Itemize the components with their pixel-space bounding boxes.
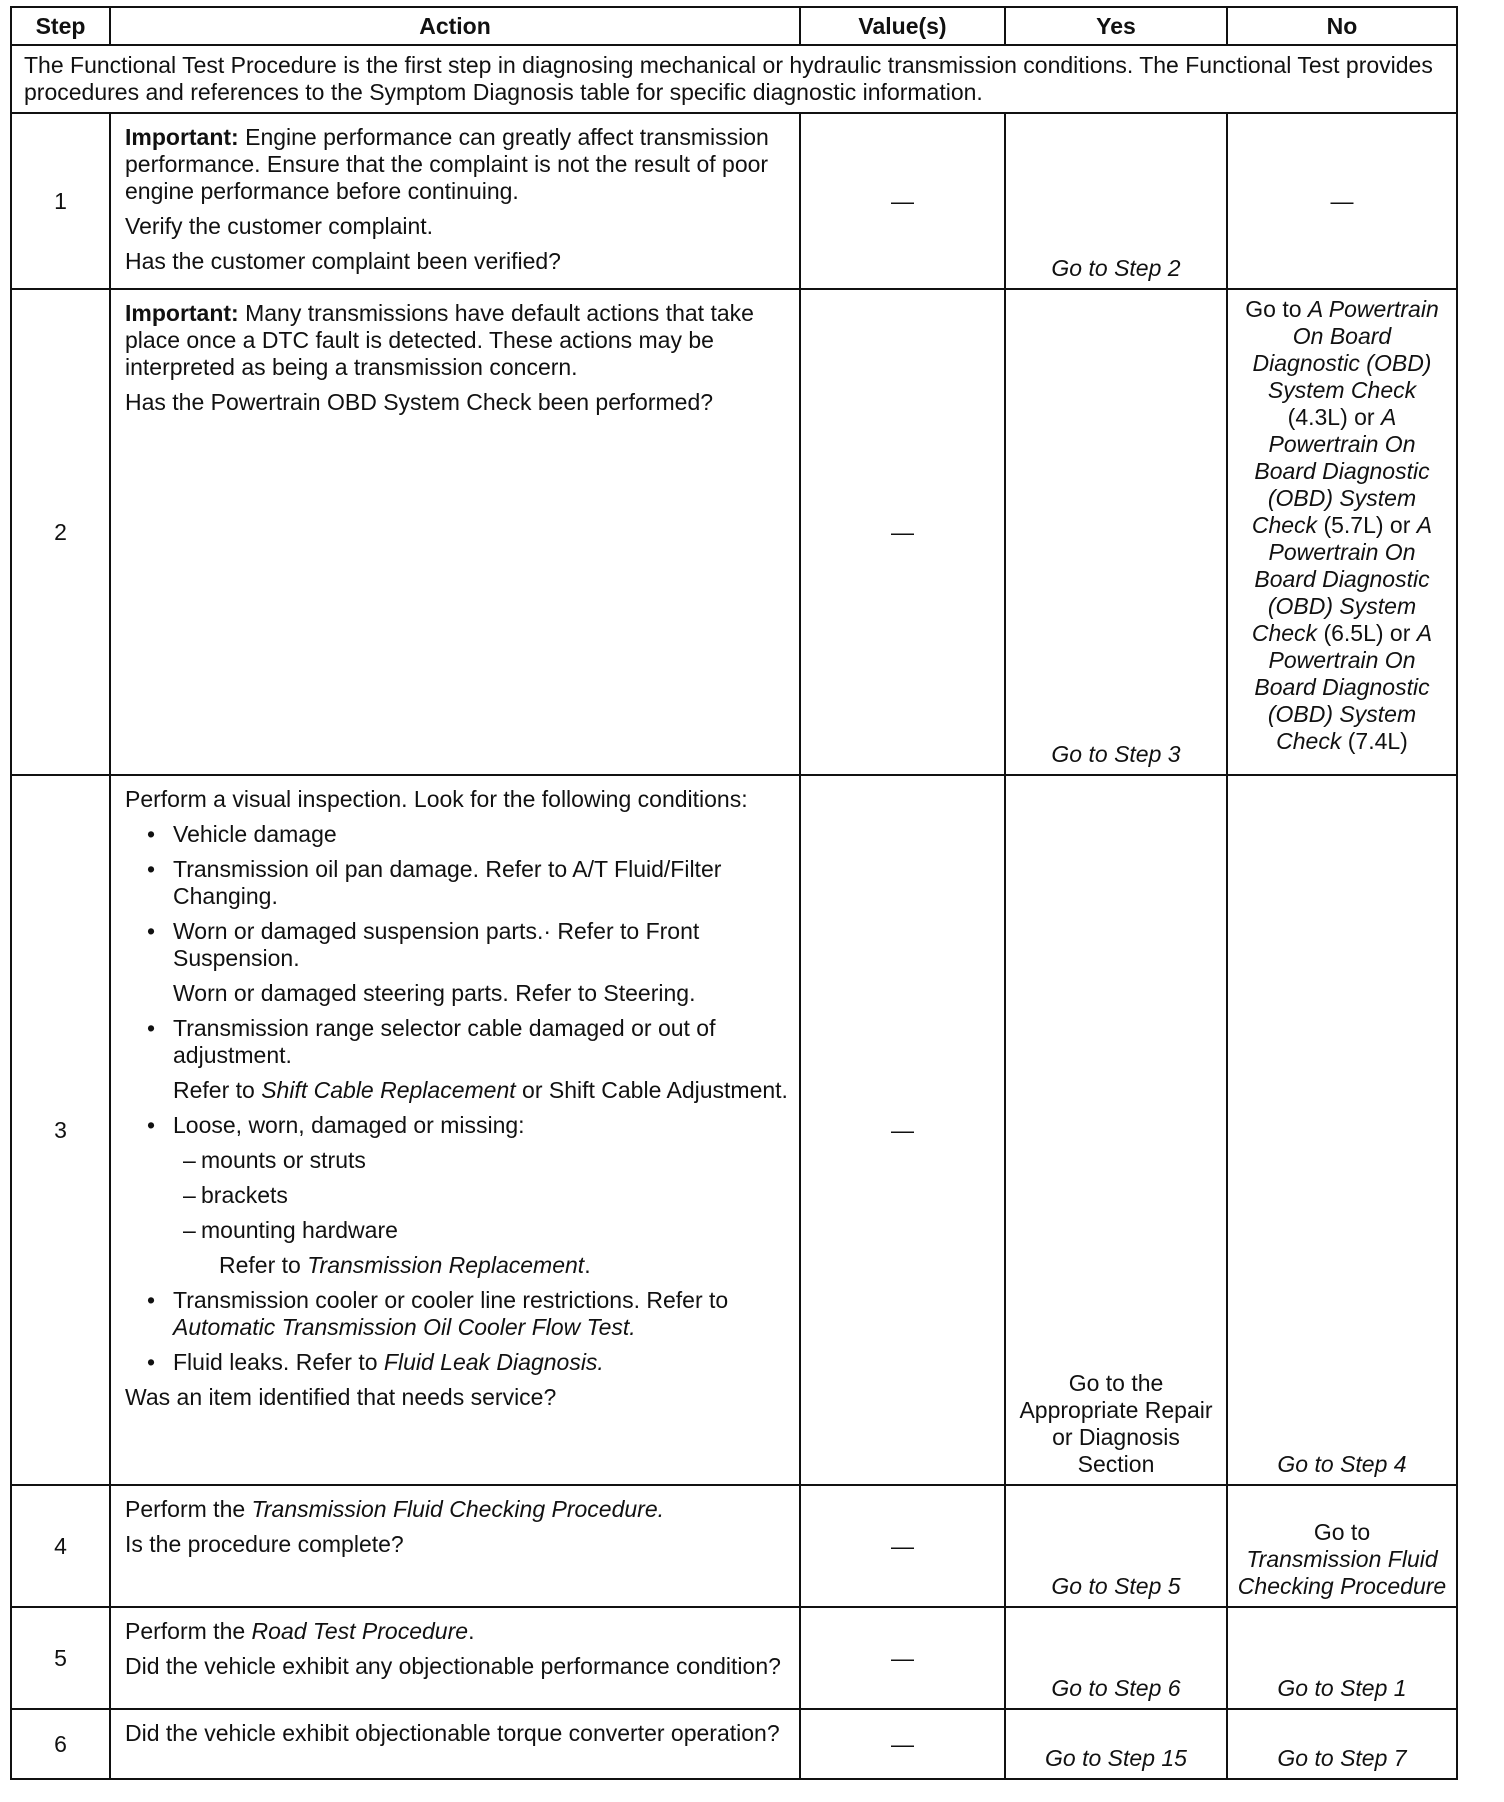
step-number: 4 <box>11 1485 110 1607</box>
list-item-text: Transmission range selector cable damaged or out of adjustment. <box>173 1015 716 1068</box>
ref-suffix: . <box>584 1252 591 1278</box>
table-row-step-2 <box>11 289 1457 775</box>
yes-goto: Go to Step 3 <box>1005 289 1227 775</box>
no-goto-prefix: Go to <box>1245 296 1308 322</box>
step-number: 2 <box>11 289 110 775</box>
sub-list-text: mounts or struts <box>201 1147 366 1173</box>
step-value: — <box>800 289 1005 775</box>
list-item <box>125 1112 789 1139</box>
header-action: Action <box>110 7 800 45</box>
step-action <box>110 1485 800 1607</box>
bullet-icon: • <box>147 1349 156 1375</box>
shift-cable-replacement-link[interactable]: Shift Cable Replacement <box>261 1077 516 1103</box>
step-action <box>110 775 800 1485</box>
transmission-replacement-link[interactable]: Transmission Replacement <box>307 1252 585 1278</box>
no-goto: Go to Step 1 <box>1227 1607 1457 1709</box>
important-note <box>125 124 789 205</box>
step-value: — <box>800 1709 1005 1779</box>
yes-goto: Go to Step 2 <box>1005 113 1227 289</box>
yes-goto: Go to Step 5 <box>1005 1485 1227 1607</box>
no-goto: Go to Step 7 <box>1227 1709 1457 1779</box>
no-goto-prefix: Go to <box>1313 1519 1371 1545</box>
step-number: 1 <box>11 113 110 289</box>
sub-list-item <box>125 1182 789 1209</box>
step-value: — <box>800 1485 1005 1607</box>
obd-check-link[interactable]: A Powertrain On Board Diagnostic (OBD) System Check <box>1254 620 1433 754</box>
intro-row <box>11 45 1457 113</box>
obd-engine-65: (6.5L) or <box>1317 620 1417 646</box>
step-value: — <box>800 775 1005 1485</box>
header-step: Step <box>11 7 110 45</box>
action-suffix: . <box>468 1618 475 1644</box>
list-item <box>125 918 789 972</box>
sub-list-text: mounting hardware <box>201 1217 398 1243</box>
no-goto <box>1227 289 1457 775</box>
table-row-step-1 <box>11 113 1457 289</box>
action-line <box>125 1496 789 1523</box>
action-prefix: Perform the <box>125 1618 252 1644</box>
header-yes: Yes <box>1005 7 1227 45</box>
table-row-step-4 <box>11 1485 1457 1607</box>
ref-prefix: Refer to <box>219 1252 308 1278</box>
action-question: Has the Powertrain OBD System Check been performed? <box>125 389 714 415</box>
obd-check-link[interactable]: A Powertrain On Board Diagnostic (OBD) System Check <box>1251 512 1433 646</box>
table-row-step-6 <box>11 1709 1457 1779</box>
yes-goto: Go to Step 15 <box>1005 1709 1227 1779</box>
action-question: Did the vehicle exhibit objectionable torque converter operation? <box>125 1720 780 1746</box>
header-no: No <box>1227 7 1457 45</box>
ref-suffix: or Shift Cable Adjustment. <box>515 1077 788 1103</box>
list-item <box>125 1015 789 1069</box>
road-test-procedure-link[interactable]: Road Test Procedure <box>251 1618 469 1644</box>
action-line <box>125 1618 789 1645</box>
obd-check-link[interactable]: A Powertrain On Board Diagnostic (OBD) System Check <box>1251 404 1430 538</box>
list-item <box>125 821 789 848</box>
step-value: — <box>800 1607 1005 1709</box>
list-item-text: Worn or damaged suspension parts.· Refer to Front Suspension. <box>173 918 700 971</box>
sub-list-text: brackets <box>201 1182 288 1208</box>
table-row-step-5 <box>11 1607 1457 1709</box>
step-value: — <box>800 113 1005 289</box>
bullet-icon: • <box>147 918 156 944</box>
ref-prefix: Refer to <box>173 1077 262 1103</box>
list-item <box>125 1349 789 1376</box>
obd-engine-74: (7.4L) <box>1341 728 1408 754</box>
action-question: Has the customer complaint been verified? <box>125 248 561 274</box>
step-action <box>110 289 800 775</box>
dash-icon: – <box>183 1217 196 1243</box>
sub-list-item <box>125 1147 789 1174</box>
dash-icon: – <box>183 1147 196 1173</box>
no-goto: — <box>1227 113 1457 289</box>
list-item-continuation <box>125 1077 789 1104</box>
sub-list-item <box>125 1217 789 1244</box>
bullet-icon: • <box>147 856 156 882</box>
list-item <box>125 1287 789 1341</box>
list-item-text: Transmission cooler or cooler line restrictions. Refer to <box>173 1287 729 1313</box>
functional-test-table <box>10 6 1458 1780</box>
list-item-text: Fluid leaks. Refer to <box>173 1349 384 1375</box>
no-goto: Go to Step 4 <box>1227 775 1457 1485</box>
fluid-leak-diagnosis-link[interactable]: Fluid Leak Diagnosis. <box>383 1349 604 1375</box>
list-item <box>125 856 789 910</box>
action-question: Was an item identified that needs service? <box>125 1384 557 1410</box>
step-action <box>110 113 800 289</box>
list-item-text: Transmission oil pan damage. Refer to A/T Fluid/Filter Changing. <box>173 856 722 909</box>
step-action <box>110 1709 800 1779</box>
action-question: Is the procedure complete? <box>125 1531 404 1557</box>
bullet-icon: • <box>147 821 156 847</box>
important-text: Many transmissions have default actions that take place once a DTC fault is detected. These actions may be interpreted as being a transmission concern. <box>125 300 754 380</box>
important-label: Important: <box>125 300 239 326</box>
fluid-checking-procedure-link[interactable]: Transmission Fluid Checking Procedure. <box>251 1496 665 1522</box>
bullet-icon: • <box>147 1015 156 1041</box>
no-goto <box>1227 1485 1457 1607</box>
yes-goto: Go to Step 6 <box>1005 1607 1227 1709</box>
header-values: Value(s) <box>800 7 1005 45</box>
list-item-text: Vehicle damage <box>173 821 337 847</box>
obd-engine-57: (5.7L) or <box>1317 512 1417 538</box>
cooler-flow-test-link[interactable]: Automatic Transmission Oil Cooler Flow Test. <box>173 1314 636 1340</box>
step-number: 5 <box>11 1607 110 1709</box>
important-label: Important: <box>125 124 239 150</box>
intro-text: The Functional Test Procedure is the first step in diagnosing mechanical or hydraulic transmission conditions. The Functional Test provides procedures and references to the Symptom Diagnosis table for specific diagnostic information. <box>11 45 1457 113</box>
step-number: 6 <box>11 1709 110 1779</box>
action-line: Perform a visual inspection. Look for the following conditions: <box>125 786 748 812</box>
bullet-icon: • <box>147 1287 156 1313</box>
obd-check-link[interactable]: A Powertrain On Board Diagnostic (OBD) System Check <box>1252 296 1439 403</box>
bullet-icon: • <box>147 1112 156 1138</box>
header-row <box>11 7 1457 45</box>
yes-goto: Go to the Appropriate Repair or Diagnosis Section <box>1005 775 1227 1485</box>
step-action <box>110 1607 800 1709</box>
action-line: Verify the customer complaint. <box>125 213 434 239</box>
dash-icon: – <box>183 1182 196 1208</box>
important-text: Engine performance can greatly affect transmission performance. Ensure that the complaint is not the result of poor engine performance before continuing. <box>125 124 769 204</box>
action-question: Did the vehicle exhibit any objectionable performance condition? <box>125 1653 781 1679</box>
list-item-text: Loose, worn, damaged or missing: <box>173 1112 525 1138</box>
list-item-continuation: Worn or damaged steering parts. Refer to Steering. <box>173 980 696 1006</box>
sub-list-ref <box>125 1252 789 1279</box>
action-prefix: Perform the <box>125 1496 252 1522</box>
fluid-checking-procedure-link[interactable]: Transmission Fluid Checking Procedure <box>1237 1546 1447 1599</box>
step-number: 3 <box>11 775 110 1485</box>
obd-engine-43: (4.3L) or <box>1287 404 1381 430</box>
important-note <box>125 300 789 381</box>
table-row-step-3 <box>11 775 1457 1485</box>
